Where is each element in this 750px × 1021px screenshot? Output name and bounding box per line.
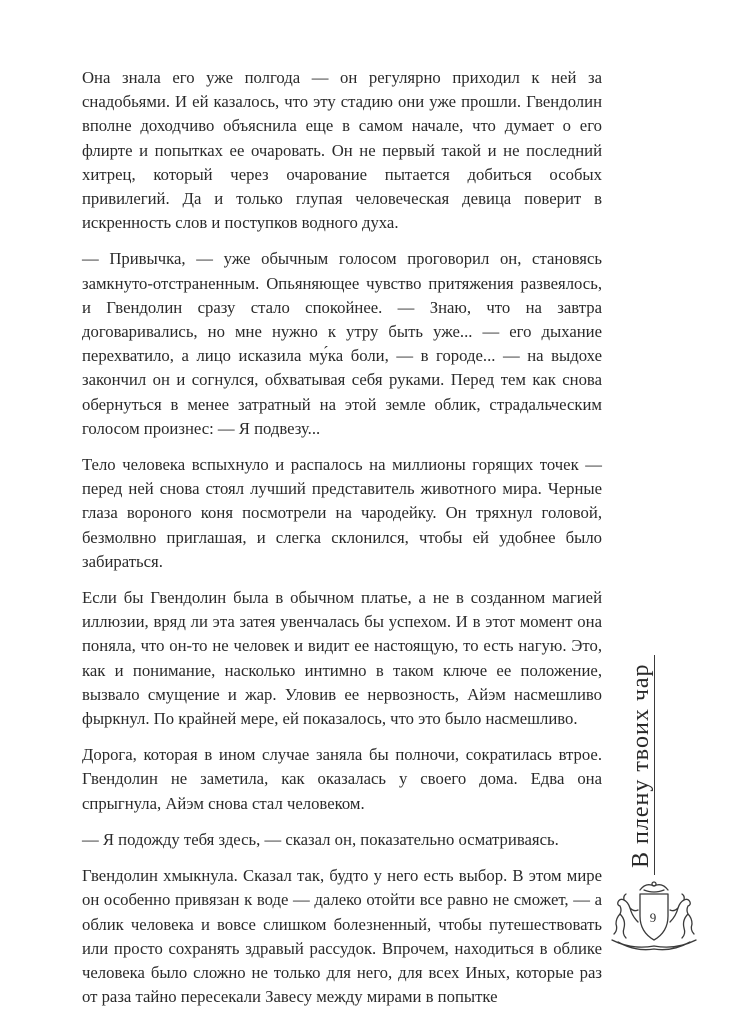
paragraph-6: — Я подожду тебя здесь, — сказал он, показательно осматриваясь.: [82, 829, 559, 849]
paragraph-1: Она знала его уже полгода — он регулярно приходил к ней за снадобьями. И ей казалось, что эту стадию они уже прошли. Гвендолин вполне доходчиво объяснила еще в самом начале, что думает о его флирте и попытках ее очаровать. Он не первый такой и не последний хитрец, который через очарование пытается добиться особых привилегий. Да и только глупая человеческая девица поверит в искренность слов и поступков водного духа.: [82, 68, 602, 233]
running-book-title: В плену твоих чар: [628, 663, 654, 868]
paragraph-4: Если бы Гвендолин была в обычном платье, а не в созданном магией иллюзии, вряд ли эта затея увенчалась бы успехом. И в этот момент она поняла, что он-то не человек и видит ее настоящую, то есть нагую. Это, как и понимание, насколько интимно в таком ключе ее положение, вызвало смущение и жар. Уловив ее нервозность, Айэм насмешливо фыркнул. По крайней мере, ей показалось, что это было насмешливо.: [82, 588, 602, 729]
paragraph-3: Тело человека вспыхнуло и распалось на миллионы горящих точек — перед ней снова стоял лучший представитель животного мира. Черные глаза вороного коня посмотрели на чародейку. Он тряхнул головой, безмолвно приглашая, и слегка склонился, чтобы ей удобнее было забираться.: [82, 455, 602, 571]
page-number: 9: [649, 910, 657, 925]
page-body: [82, 66, 602, 1021]
paragraph-5: Дорога, которая в ином случае заняла бы полночи, сократилась втрое. Гвендолин не заметила, как оказалась у своего дома. Едва она спрыгнула, Айэм снова стал человеком.: [82, 745, 602, 813]
paragraph-7: Гвендолин хмыкнула. Сказал так, будто у него есть выбор. В этом мире он особенно привязан к воде — далеко отойти все равно не сможет, — а облик человека и вовсе слишком болезненный, чтобы путешествовать или просто сохранять здравый рассудок. Впрочем, находиться в облике человека было сложно не только для него, для всех Иных, которые раз от раза тайно пересекали Завесу между мирами в попытке: [82, 866, 602, 1007]
paragraph-2: — Привычка, — уже обычным голосом проговорил он, становясь замкнуто-отстраненным. Опьяняющее чувство притяжения развеялось, и Гвендолин сразу стало спокойнее. — Знаю, что на завтра договаривались, но мне нужно к утру быть уже... — его дыхание перехватило, а лицо исказила му́ка боли, — в городе... — на выдохе закончил он и согнулся, обхватывая себя руками. Перед тем как снова обернуться в менее затратный на этой земле облик, страдальческим голосом произнес: — Я подвезу...: [82, 249, 602, 438]
